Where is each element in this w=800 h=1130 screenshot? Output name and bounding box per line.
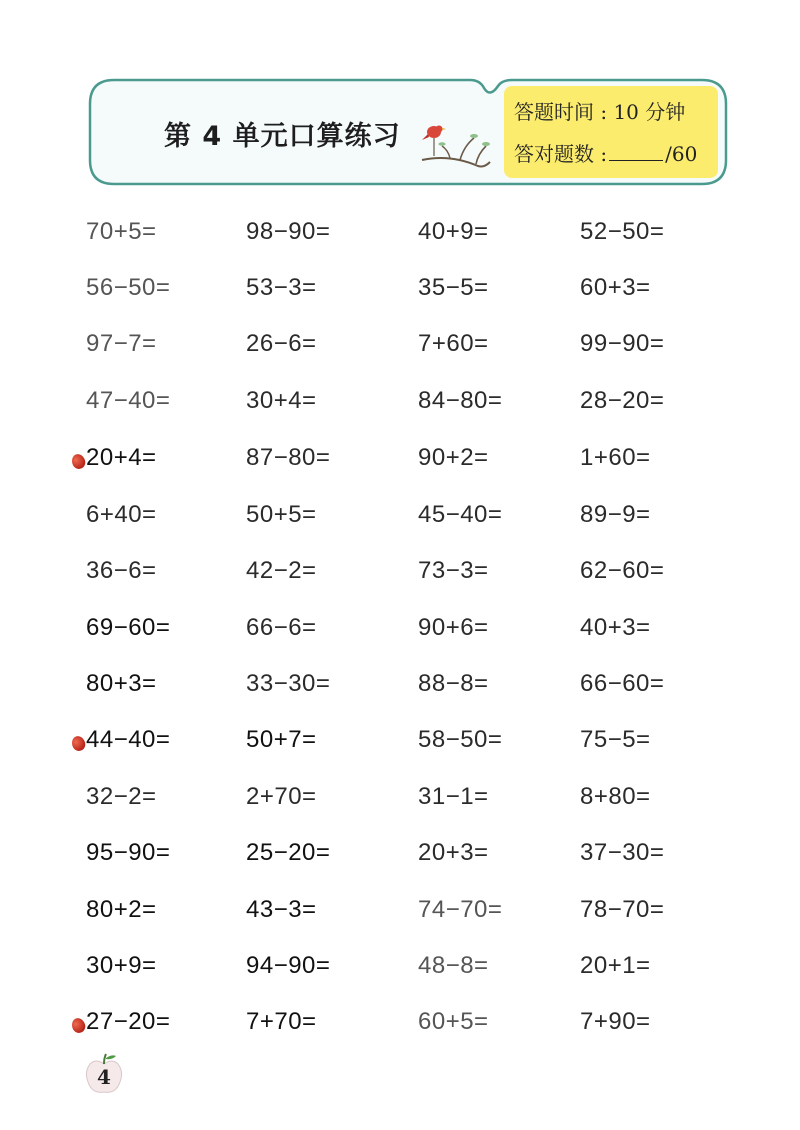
problem: 2+70= bbox=[246, 783, 317, 810]
problem: 90+2= bbox=[418, 444, 489, 471]
problem: 80+3= bbox=[86, 670, 157, 697]
problem: 73−3= bbox=[418, 557, 489, 584]
problem: 35−5= bbox=[418, 274, 489, 301]
problem: 20+1= bbox=[580, 952, 651, 979]
problem-row bbox=[0, 444, 800, 484]
problem: 70+5= bbox=[86, 218, 157, 245]
problem: 56−50= bbox=[86, 274, 171, 301]
problem: 30+4= bbox=[246, 387, 317, 414]
problem-row bbox=[0, 274, 800, 314]
problem-row bbox=[0, 839, 800, 879]
page-number-badge bbox=[84, 1052, 124, 1096]
problem-row bbox=[0, 726, 800, 766]
problem: 47−40= bbox=[86, 387, 171, 414]
problem: 27−20= bbox=[86, 1008, 171, 1035]
problem-row bbox=[0, 896, 800, 936]
problem-row bbox=[0, 387, 800, 427]
problem: 90+6= bbox=[418, 614, 489, 641]
problem: 53−3= bbox=[246, 274, 317, 301]
problem: 98−90= bbox=[246, 218, 331, 245]
problem: 50+7= bbox=[246, 726, 317, 753]
problem: 40+9= bbox=[418, 218, 489, 245]
problem-row bbox=[0, 614, 800, 654]
score-line bbox=[514, 138, 697, 167]
problem: 52−50= bbox=[580, 218, 665, 245]
problem: 75−5= bbox=[580, 726, 651, 753]
problem: 32−2= bbox=[86, 783, 157, 810]
problem: 50+5= bbox=[246, 501, 317, 528]
problem-row bbox=[0, 1008, 800, 1048]
problem: 25−20= bbox=[246, 839, 331, 866]
problem: 69−60= bbox=[86, 614, 171, 641]
problem: 74−70= bbox=[418, 896, 503, 923]
problem: 45−40= bbox=[418, 501, 503, 528]
problem: 78−70= bbox=[580, 896, 665, 923]
apple-marker-icon bbox=[70, 734, 87, 753]
problem: 44−40= bbox=[86, 726, 171, 753]
problem-row bbox=[0, 670, 800, 710]
problem: 97−7= bbox=[86, 330, 157, 357]
problem-row bbox=[0, 783, 800, 823]
score-total: /60 bbox=[665, 142, 698, 166]
problem: 7+60= bbox=[418, 330, 489, 357]
header-banner bbox=[88, 78, 728, 186]
problem: 99−90= bbox=[580, 330, 665, 357]
problem: 7+90= bbox=[580, 1008, 651, 1035]
problem-row bbox=[0, 952, 800, 992]
problem: 62−60= bbox=[580, 557, 665, 584]
problem: 36−6= bbox=[86, 557, 157, 584]
problem: 87−80= bbox=[246, 444, 331, 471]
problem: 33−30= bbox=[246, 670, 331, 697]
problem: 1+60= bbox=[580, 444, 651, 471]
time-limit: 答题时间 : 10 分钟 bbox=[514, 100, 686, 124]
problem: 60+3= bbox=[580, 274, 651, 301]
problem: 66−6= bbox=[246, 614, 317, 641]
problem: 20+3= bbox=[418, 839, 489, 866]
problem: 42−2= bbox=[246, 557, 317, 584]
problem: 89−9= bbox=[580, 501, 651, 528]
problem: 30+9= bbox=[86, 952, 157, 979]
problem: 66−60= bbox=[580, 670, 665, 697]
problem: 6+40= bbox=[86, 501, 157, 528]
problem: 43−3= bbox=[246, 896, 317, 923]
problem: 28−20= bbox=[580, 387, 665, 414]
problem: 26−6= bbox=[246, 330, 317, 357]
page-number: 4 bbox=[97, 1065, 111, 1089]
info-box bbox=[504, 86, 718, 178]
problem: 94−90= bbox=[246, 952, 331, 979]
problem: 40+3= bbox=[580, 614, 651, 641]
problem-row bbox=[0, 501, 800, 541]
page-title: 第 4 单元口算练习 bbox=[164, 121, 401, 152]
problem: 20+4= bbox=[86, 444, 157, 471]
problem: 84−80= bbox=[418, 387, 503, 414]
problem: 31−1= bbox=[418, 783, 489, 810]
score-label: 答对题数 : bbox=[514, 142, 608, 166]
problem: 7+70= bbox=[246, 1008, 317, 1035]
bird-on-branch-icon bbox=[420, 110, 500, 180]
apple-marker-icon bbox=[70, 452, 87, 471]
problem: 8+80= bbox=[580, 783, 651, 810]
problem-row bbox=[0, 557, 800, 597]
problem: 95−90= bbox=[86, 839, 171, 866]
problem-row bbox=[0, 330, 800, 370]
apple-marker-icon bbox=[70, 1016, 87, 1035]
problem: 37−30= bbox=[580, 839, 665, 866]
problem: 80+2= bbox=[86, 896, 157, 923]
problem: 88−8= bbox=[418, 670, 489, 697]
problem: 60+5= bbox=[418, 1008, 489, 1035]
problem: 58−50= bbox=[418, 726, 503, 753]
problem: 48−8= bbox=[418, 952, 489, 979]
score-blank[interactable] bbox=[609, 142, 663, 161]
problem-row bbox=[0, 218, 800, 258]
